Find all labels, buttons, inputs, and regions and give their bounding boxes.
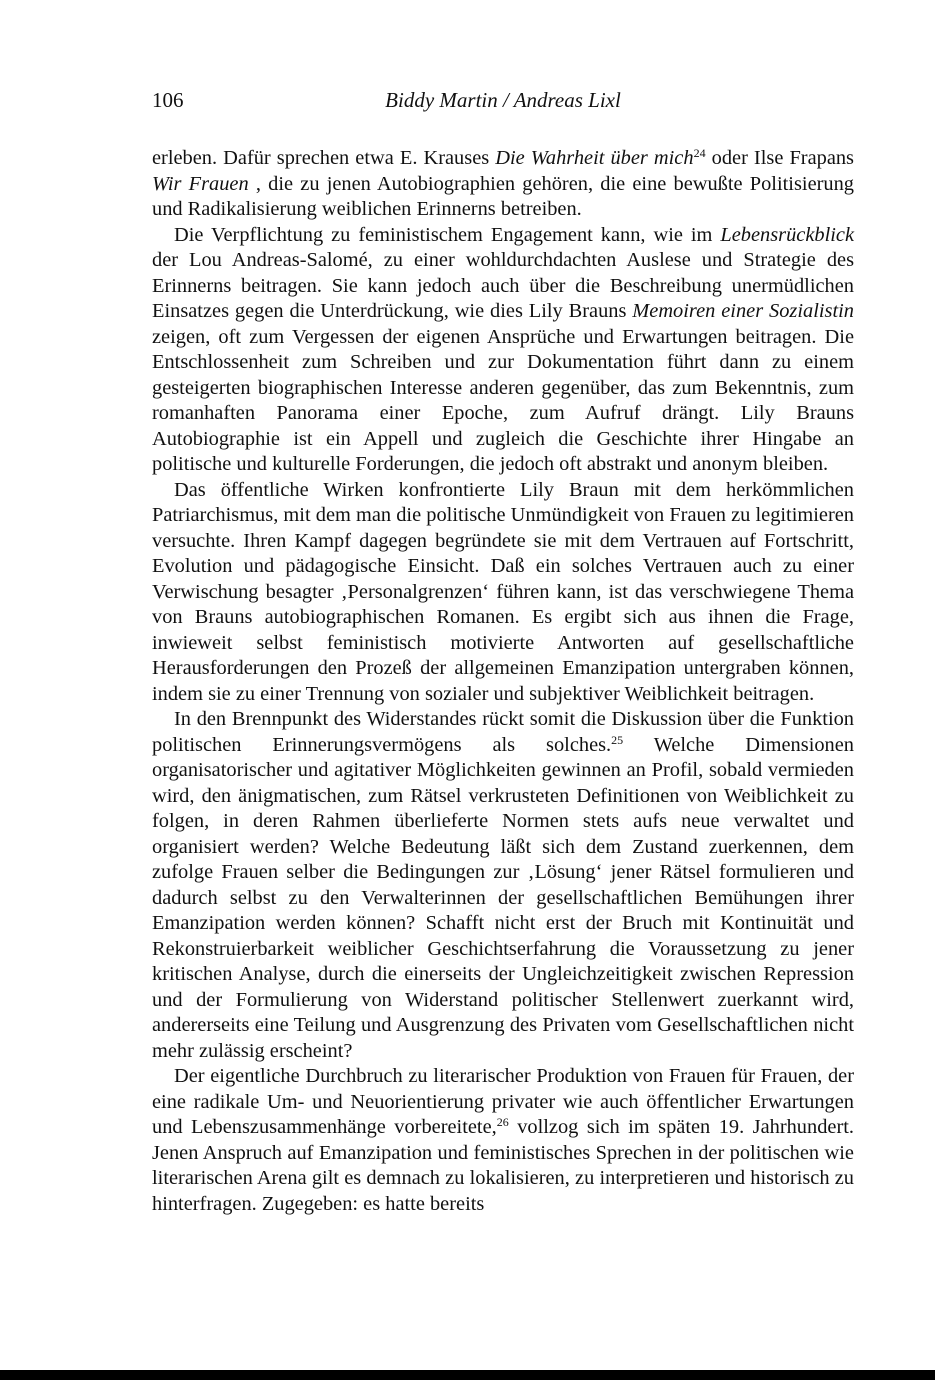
page-header [152, 88, 854, 118]
italic-title: Lebensrückblick [720, 223, 854, 246]
text-run: Die Verpflichtung zu feministischem Engagement kann, wie im [174, 223, 721, 246]
scan-border [0, 1370, 935, 1380]
text-run: zeigen, oft zum Vergessen der eigenen Ansprüche und Erwartungen beitragen. Die Entschlossenheit zum Schreiben und zur Dokumentation führt dann zu einem gesteigerten biographischen Interesse anderen gegenüber, das zum Bekenntnis, zum romanhaften Panorama einer Epoche, zum Aufruf drängt. Lily Brauns Autobiographie ist ein Appell und zugleich die Geschichte ihrer Hingabe an politische und kulturelle Forderungen, die jedoch oft abstrakt und anonym bleiben. [152, 325, 854, 475]
paragraph [152, 707, 854, 1064]
text-run: erleben. Dafür sprechen etwa E. Krauses [152, 147, 496, 169]
footnote-marker: 26 [496, 1115, 509, 1129]
page-number: 106 [152, 88, 184, 112]
running-head: Biddy Martin / Andreas Lixl [385, 88, 621, 112]
text-run: Das öffentliche Wirken konfrontierte Lily Braun mit dem herkömmlichen Patriarchismus, mit dem man die politische Unmündigkeit von Frauen zu legitimieren versuchte. Ihren Kampf dagegen begründete sie mit dem Vertrauen auf Fortschritt, Evolution und pädagogische Einsicht. Daß ein solches Vertrauen auch zu einer Verwischung besagter ‚Personalgrenzen‘ führen kann, ist das verschwiegene Thema von Brauns autobiographischen Romanen. Es ergibt sich aus ihnen die Frage, inwieweit selbst feministisch motivierte Antworten auf gesellschaftliche Herausforderungen den Prozeß der allgemeinen Emanzipation untergraben können, indem sie zu einer Trennung von sozialer und subjektiver Weiblichkeit beitragen. [152, 478, 854, 705]
footnote-marker: 25 [611, 732, 624, 747]
paragraph [152, 1064, 854, 1217]
paragraph [152, 478, 854, 708]
italic-title: Wir Frauen [152, 172, 249, 195]
text-run: vollzog sich im späten 19. Jahrhundert. Jenen Anspruch auf Emanzipation und feministisches Sprechen in der politischen wie literarischen Arena gilt es demnach zu lokalisieren, zu interpretieren und historisch zu hinterfragen. Zugegeben: es hatte bereits [152, 1116, 854, 1215]
footnote-marker: 24 [693, 146, 706, 160]
text-run: In den Brennpunkt des Widerstandes rückt somit die Diskussion über die Funktion politischen Erinnerungsvermögens als solches. [152, 708, 854, 756]
paragraph [152, 146, 854, 223]
italic-title: Die Wahrheit über mich [495, 147, 694, 169]
text-run: der Lou Andreas-Salomé, zu einer wohldurchdachten Auslese und Strategie des Erinnerns beitragen. Sie kann jedoch auch über die Beschreibung unermüdlichen Einsatzes gegen die Unterdrückung, wie dies Lily Brauns [152, 249, 854, 322]
italic-title: Memoiren einer Sozialistin [632, 300, 854, 322]
body-text [152, 146, 854, 1217]
text-run: Welche Dimensionen organisatorischer und agitativer Möglichkeiten gewinnen an Profil, sobald vermieden wird, den änigmatischen, zum Rätsel verkrusteten Definitionen von Weiblichkeit zu folgen, in deren Rahmen überlieferte Normen stets aufs neue verwaltet und organisiert werden? Welche Bedeutung läßt sich dem Zustand zuerkennen, dem zufolge Frauen selber die Bedingungen zur ‚Lösung‘ jener Rätsel formulieren und dadurch selbst zu den Verwalterinnen der gesellschaftlichen Bemühungen ihrer Emanzipation werden können? Schafft nicht erst der Bruch mit Kontinuität und Rekonstruierbarkeit weiblicher Geschichtserfahrung die Voraussetzung zu jener kritischen Analyse, durch die einerseits der Ungleichzeitigkeit zwischen Repression und der Formulierung von Widerstand politischer Stellenwert zuerkannt wird, andererseits eine Teilung und Ausgrenzung des Privaten vom Gesellschaftlichen nicht mehr zulässig erscheint? [152, 733, 854, 1062]
text-run: oder Ilse Frapans [705, 147, 854, 169]
text-run: Der eigentliche Durchbruch zu literarischer Produktion von Frauen für Frauen, der eine radikale Um- und Neuorientierung privater wie auch öffentlicher Erwartungen und Lebenszusammenhänge vorbereitete, [152, 1065, 854, 1138]
paragraph [152, 223, 854, 478]
text-run: , die zu jenen Autobiographien gehören, die eine bewußte Politisierung und Radikalisierung weiblichen Erinnerns betreiben. [152, 172, 854, 220]
